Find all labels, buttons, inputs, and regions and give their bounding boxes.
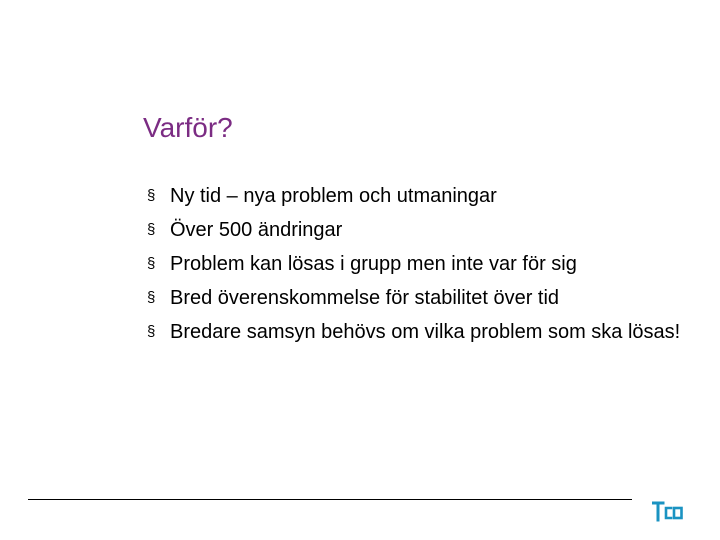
footer-divider [28, 499, 632, 500]
bullet-text: Problem kan lösas i grupp men inte var för sig [170, 253, 577, 275]
bullet-text: Bred överenskommelse för stabilitet över tid [170, 287, 560, 309]
bullet-item [148, 179, 688, 213]
bullet-item [148, 315, 688, 349]
bullet-text: Över 500 ändringar [170, 219, 343, 241]
bullet-marker: § [147, 289, 156, 306]
bullet-marker: § [147, 187, 156, 204]
bullet-item [148, 213, 688, 247]
bullet-item [148, 247, 688, 281]
bullet-list [148, 179, 688, 349]
bullet-marker: § [147, 323, 156, 340]
bullet-text: Bredare samsyn behövs om vilka problem som ska lösas! [170, 321, 681, 343]
bullet-item [148, 281, 688, 315]
bullet-marker: § [147, 221, 156, 238]
bullet-text: Ny tid – nya problem och utmaningar [170, 185, 497, 207]
slide-title: Varför? [143, 112, 233, 143]
tco-logo-icon [652, 500, 684, 522]
bullet-marker: § [147, 255, 156, 272]
